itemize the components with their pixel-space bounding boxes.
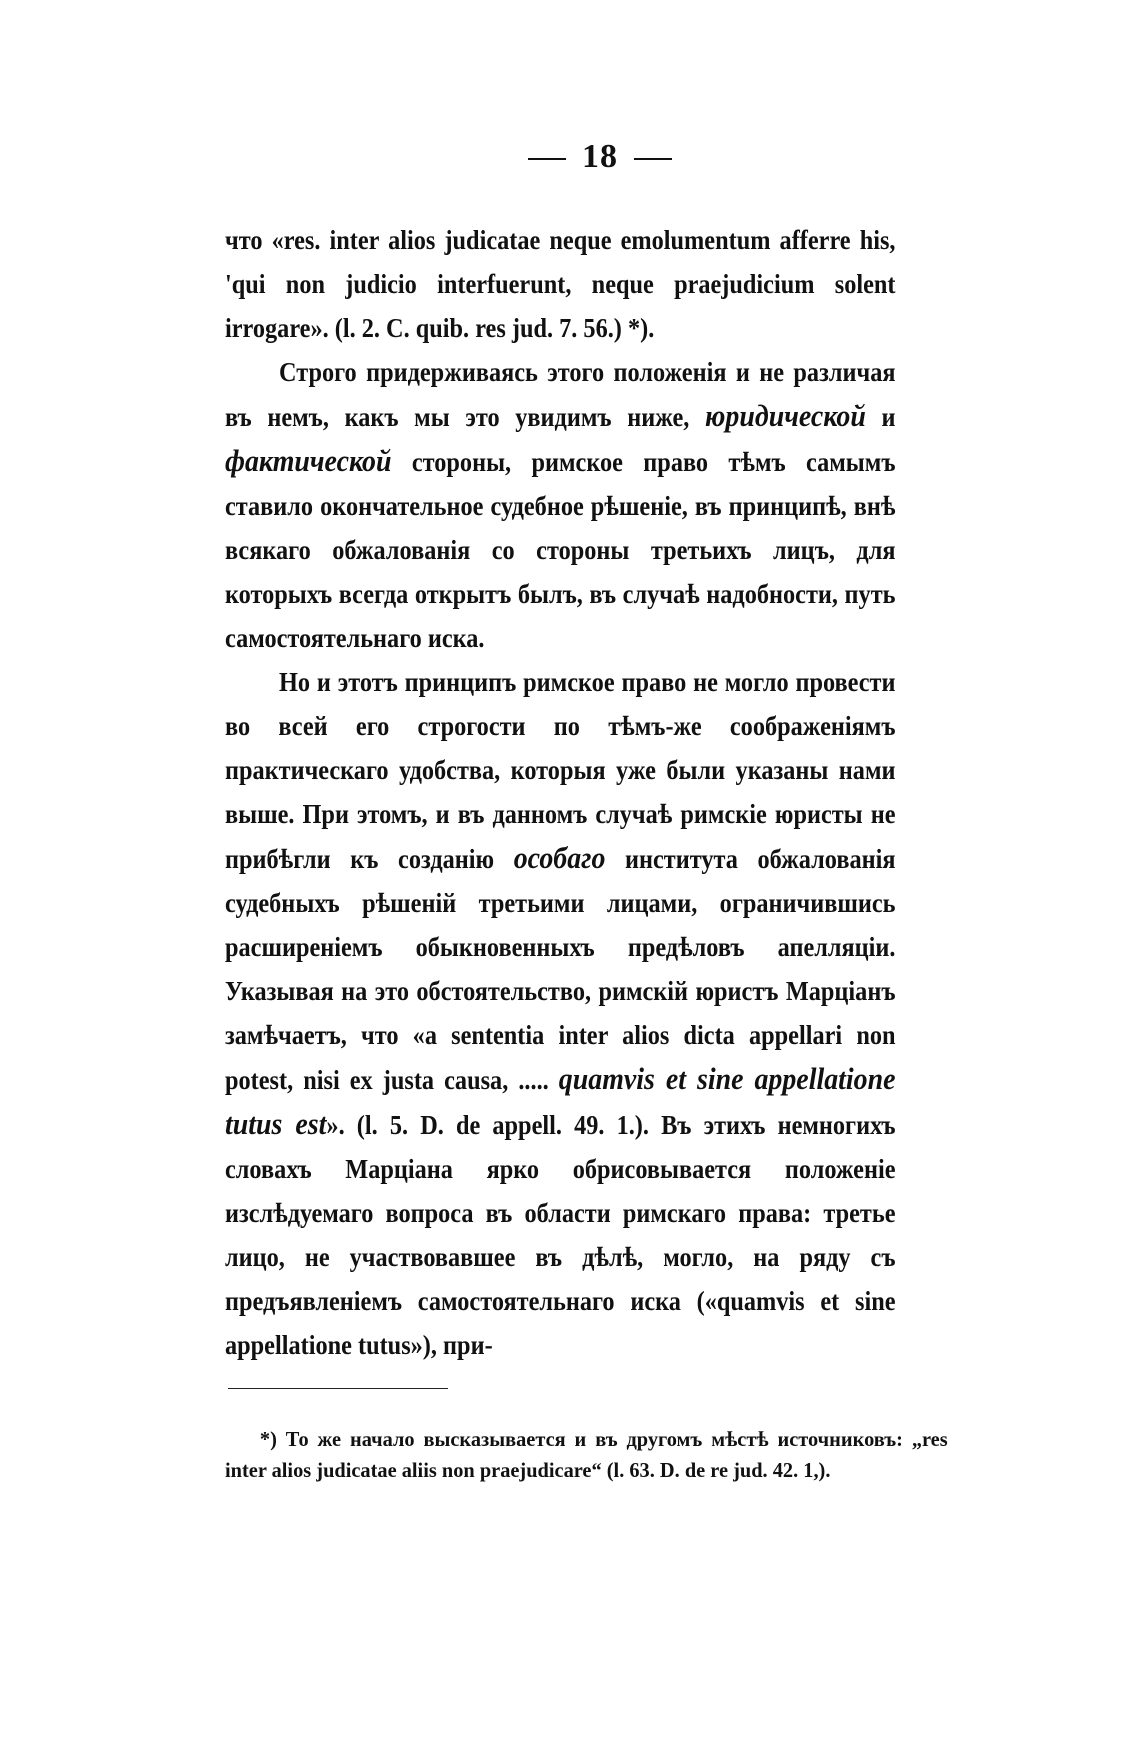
- footnote-text: *) То же начало высказывается и въ другомъ мѣстѣ источниковъ: „res inter alios judicatae aliis non praejudicare“ (l. 63. D. de re jud. 42. 1,).: [225, 1427, 948, 1482]
- emphasis-latin-quote: quamvis et sine appellatione tutus est: [225, 1061, 896, 1141]
- footnote: [225, 1424, 948, 1486]
- paragraph-3-part-a: Но и этотъ принципъ римское право не могло провести во всей его строгости по тѣмъ-же соображеніямъ практическаго удобства, которыя уже были указаны нами выше. При этомъ, и въ данномъ случаѣ римскіе юристы не прибѣгли къ созданію: [225, 667, 896, 874]
- paragraph-1: что «res. inter alios judicatae neque emolumentum afferre his, 'qui non judicio interfuerunt, neque praejudicium solent irrogare». (l. 2. C. quib. res jud. 7. 56.) *).: [225, 225, 896, 343]
- page-number-header: [0, 138, 1140, 176]
- left-dash: [528, 158, 566, 160]
- emphasis-juridical: юридической: [705, 398, 866, 433]
- paragraph-2-part-c: стороны, римское право тѣмъ самымъ ставило окончательное судебное рѣшеніе, въ принципѣ, внѣ всякаго обжалованія со стороны третьихъ лицъ, для которыхъ всегда открытъ былъ, въ случаѣ надобности, путь самостоятельнаго иска.: [225, 447, 896, 653]
- emphasis-factual: фактической: [225, 443, 392, 478]
- page-number: 18: [582, 138, 618, 175]
- paragraph-2: [225, 350, 896, 660]
- paragraph-2-part-a: Строго придерживаясь этого положенія и не различая въ немъ, какъ мы это увидимъ ниже,: [225, 357, 896, 432]
- emphasis-special: особаго: [513, 840, 606, 875]
- paragraph-3-part-b: института обжалованія судебныхъ рѣшеній третьими лицами, ограничившись расширеніемъ обыкновенныхъ предѣловъ апелляціи. Указывая на это обстоятельство, римскій юристъ Марціанъ замѣчаетъ, что «a sententia inter alios dicta appellari non potest, nisi ex justa causa, .....: [225, 844, 896, 1095]
- paragraph-3-part-c: ». (l. 5. D. de appell. 49. 1.). Въ этихъ немногихъ словахъ Марціана ярко обрисовывается положеніе изслѣдуемаго вопроса въ области римскаго права: третье лицо, не участвовавшее въ дѣлѣ, могло, на ряду съ предъявленіемъ самостоятельнаго иска («quamvis et sine appellatione tutus»), при-: [225, 1110, 896, 1360]
- footnote-divider: [228, 1388, 448, 1389]
- main-text: [225, 218, 896, 1367]
- right-dash: [634, 158, 672, 160]
- paragraph-2-part-b: и: [865, 402, 896, 432]
- paragraph-3: [225, 660, 896, 1367]
